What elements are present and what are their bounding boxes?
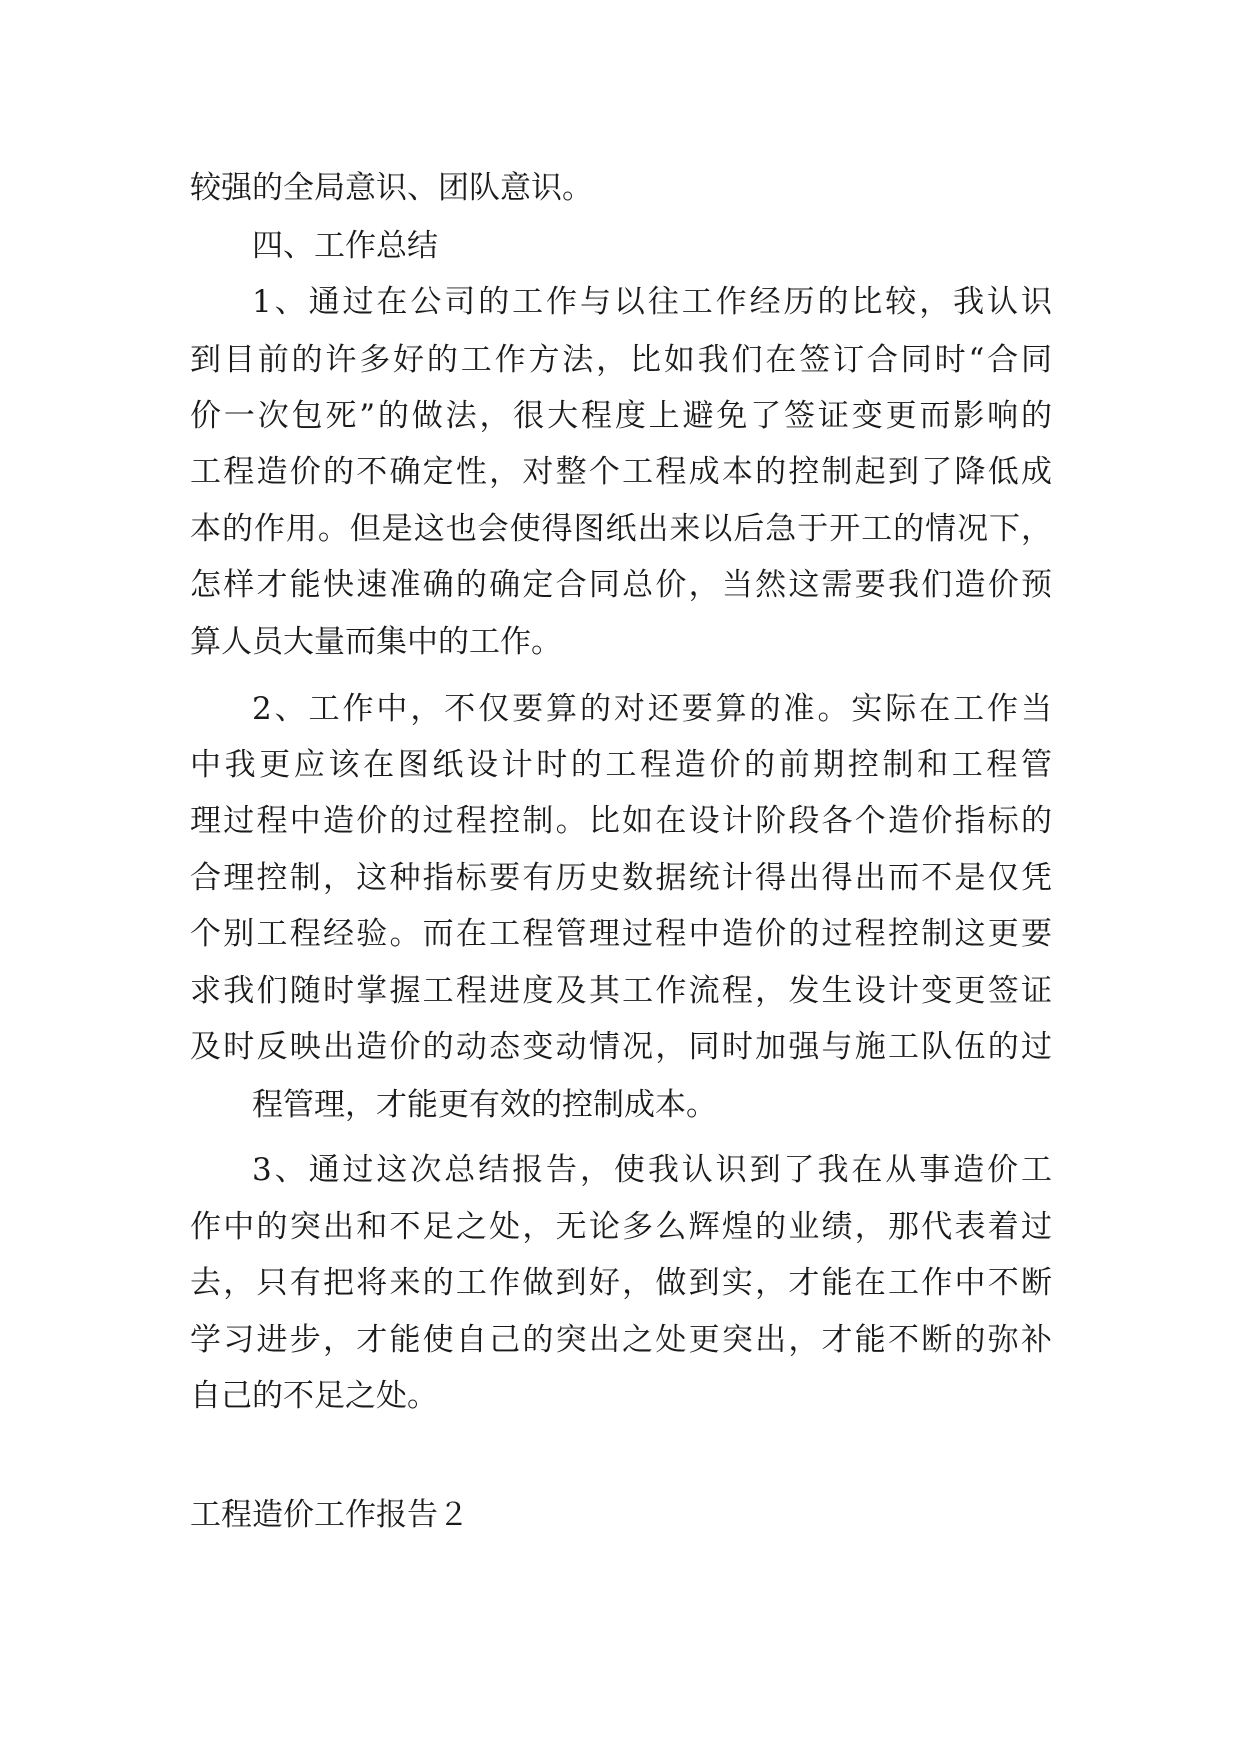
paragraph-line: 求我们随时掌握工程进度及其工作流程，发生设计变更签证 [190,973,1052,1009]
paragraph-line: 学习进步，才能使自己的突出之处更突出，才能不断的弥补 [190,1322,1052,1358]
paragraph-line: 较强的全局意识、团队意识。 [190,170,593,206]
section-title: 工程造价工作报告２ [190,1497,469,1533]
paragraph-line: 个别工程经验。而在工程管理过程中造价的过程控制这更要 [190,916,1052,952]
paragraph-line: 理过程中造价的过程控制。比如在设计阶段各个造价指标的 [190,803,1052,839]
paragraph-line: 作中的突出和不足之处，无论多么辉煌的业绩，那代表着过 [190,1209,1052,1245]
section-heading: 四、工作总结 [252,228,438,264]
paragraph-line: 1、通过在公司的工作与以往工作经历的比较，我认识 [252,284,1052,320]
paragraph-line: 到目前的许多好的工作方法，比如我们在签订合同时“合同 [190,342,1052,378]
paragraph-line: 2、工作中，不仅要算的对还要算的准。实际在工作当 [252,691,1052,727]
paragraph-line: 去，只有把将来的工作做到好，做到实，才能在工作中不断 [190,1265,1052,1301]
paragraph-line: 算人员大量而集中的工作。 [190,624,562,660]
paragraph-line: 工程造价的不确定性，对整个工程成本的控制起到了降低成 [190,454,1052,490]
paragraph-line: 中我更应该在图纸设计时的工程造价的前期控制和工程管 [190,747,1052,783]
paragraph-line: 怎样才能快速准确的确定合同总价，当然这需要我们造价预 [190,567,1052,603]
paragraph-line: 自己的不足之处。 [190,1378,438,1414]
paragraph-line: 价一次包死”的做法，很大程度上避免了签证变更而影响的 [190,398,1052,434]
paragraph-line: 3、通过这次总结报告，使我认识到了我在从事造价工 [252,1152,1052,1188]
paragraph-line: 合理控制，这种指标要有历史数据统计得出得出而不是仅凭 [190,860,1052,896]
paragraph-line: 本的作用。但是这也会使得图纸出来以后急于开工的情况下， [190,511,1052,547]
paragraph-line: 及时反映出造价的动态变动情况，同时加强与施工队伍的过 [190,1029,1052,1065]
paragraph-line: 程管理，才能更有效的控制成本。 [252,1087,717,1123]
